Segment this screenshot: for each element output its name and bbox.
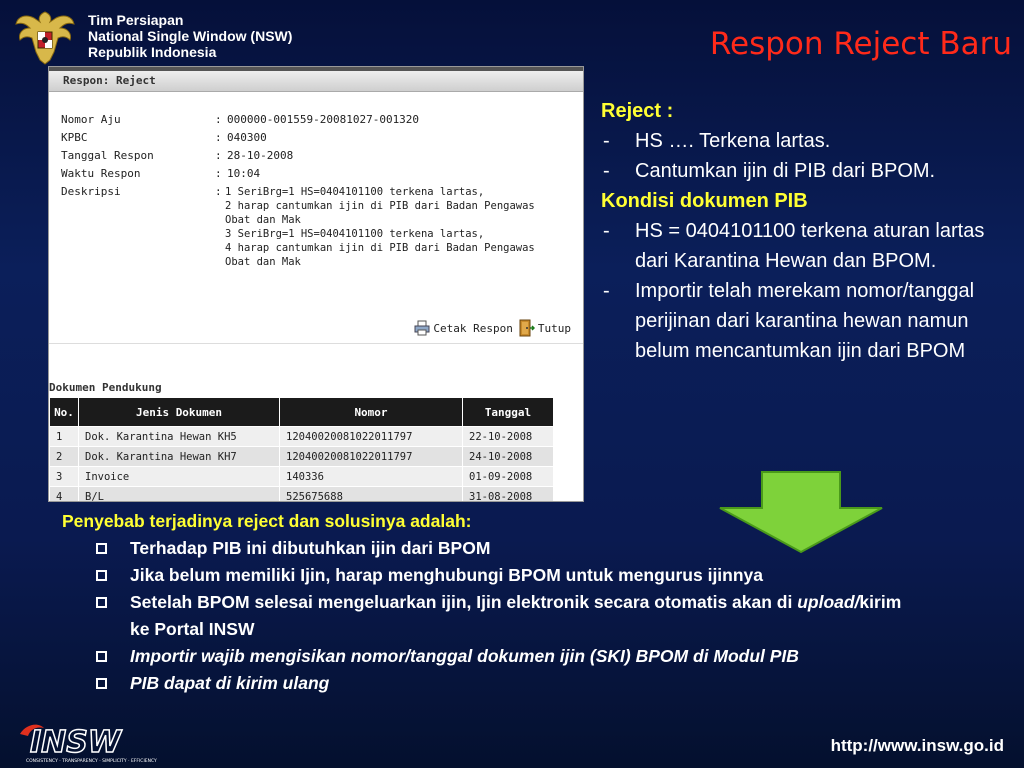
docs-title: Dokumen Pendukung	[49, 381, 162, 394]
field-waktu-respon: Waktu Respon : 10:04	[61, 167, 261, 180]
table-header-row	[50, 398, 554, 427]
table-cell: 01-09-2008	[463, 467, 554, 487]
column-header: Jenis Dokumen	[79, 398, 280, 427]
checkbox-bullet-icon	[96, 570, 107, 581]
table-row	[50, 467, 554, 487]
table-cell: 12040020081022011797	[280, 447, 463, 467]
field-tanggal-respon: Tanggal Respon : 28-10-2008	[61, 149, 294, 162]
table-cell: 24-10-2008	[463, 447, 554, 467]
table-cell: 4	[50, 487, 79, 503]
field-label: Tanggal Respon	[61, 149, 154, 162]
org-line: National Single Window (NSW)	[88, 28, 293, 44]
panel-header	[49, 67, 583, 92]
table-cell: Dok. Karantina Hewan KH5	[79, 427, 280, 447]
field-label: Waktu Respon	[61, 167, 141, 180]
footer-url-link[interactable]: http://www.insw.go.id	[830, 736, 1004, 755]
checkbox-bullet-icon	[96, 678, 107, 689]
table-row	[50, 487, 554, 503]
table-cell: 2	[50, 447, 79, 467]
field-label: Deskripsi	[61, 185, 121, 198]
print-button[interactable]	[414, 320, 512, 336]
description-text	[225, 185, 577, 269]
note-text: Cantumkan ijin di PIB dari BPOM.	[635, 160, 936, 182]
note-text: Importir telah merekam nomor/tanggal perijinan dari karantina hewan namun belum mencantumkan ijin dari BPOM	[635, 280, 975, 362]
description-line: 3 SeriBrg=1 HS=0404101100 terkena lartas,	[225, 228, 485, 240]
field-value: 28-10-2008	[227, 149, 294, 162]
solution-text: PIB dapat di kirim ulang	[130, 673, 330, 693]
kondisi-item: - HS = 0404101100 terkena aturan lartas dari Karantina Hewan dan BPOM.	[603, 220, 985, 272]
panel-header-bar	[49, 67, 583, 71]
table-row	[50, 427, 554, 447]
field-deskripsi: Deskripsi :	[61, 185, 222, 198]
docs-table	[49, 397, 554, 502]
org-name	[88, 12, 292, 60]
column-header: Nomor	[280, 398, 463, 427]
panel-title: Respon: Reject	[63, 74, 156, 87]
field-value: 000000-001559-20081027-001320	[227, 113, 420, 126]
table-cell: Dok. Karantina Hewan KH7	[79, 447, 280, 467]
notes-panel	[601, 96, 1011, 366]
org-line: Tim Persiapan	[88, 12, 184, 28]
table-cell: 3	[50, 467, 79, 487]
checkbox-bullet-icon	[96, 543, 107, 554]
field-label: Nomor Aju	[61, 113, 121, 126]
insw-tagline: CONSISTENCY · TRANSPARENCY · SIMPLICITY · EFFICIENCY	[26, 759, 157, 764]
solution-item	[62, 562, 992, 589]
panel-divider	[49, 343, 583, 344]
description-line: Obat dan Mak	[225, 256, 301, 268]
table-cell: B/L	[79, 487, 280, 503]
table-cell: 1	[50, 427, 79, 447]
checkbox-bullet-icon	[96, 651, 107, 662]
solution-text: Setelah BPOM selesai mengeluarkan ijin, Ijin elektronik secara otomatis akan di	[130, 592, 798, 612]
field-nomor-aju: Nomor Aju : 000000-001559-20081027-001320	[61, 113, 420, 126]
solution-item	[62, 643, 992, 670]
note-text: HS …. Terkena lartas.	[635, 130, 831, 152]
respon-reject-panel	[48, 66, 584, 502]
description-line: 1 SeriBrg=1 HS=0404101100 terkena lartas,	[225, 186, 485, 198]
field-value: 040300	[227, 131, 267, 144]
solution-text-italic: upload/	[797, 592, 860, 612]
table-cell: Invoice	[79, 467, 280, 487]
reject-heading: Reject :	[601, 100, 674, 122]
org-line: Republik Indonesia	[88, 44, 217, 60]
print-label: Cetak Respon	[433, 321, 513, 335]
insw-logo-text: INSW	[30, 725, 121, 760]
table-cell: 525675688	[280, 487, 463, 503]
kondisi-item: - Importir telah merekam nomor/tanggal perijinan dari karantina hewan namun belum mencantumkan ijin dari BPOM	[603, 280, 975, 362]
checkbox-bullet-icon	[96, 597, 107, 608]
note-text: HS = 0404101100 terkena aturan lartas dari Karantina Hewan dan BPOM.	[635, 220, 985, 272]
garuda-emblem-icon	[14, 8, 76, 66]
table-cell: 22-10-2008	[463, 427, 554, 447]
kondisi-heading: Kondisi dokumen PIB	[601, 190, 808, 212]
table-cell: 31-08-2008	[463, 487, 554, 503]
description-line: Obat dan Mak	[225, 214, 301, 226]
solution-text: Jika belum memiliki Ijin, harap menghubungi BPOM untuk mengurus ijinnya	[130, 565, 764, 585]
solution-item	[62, 589, 992, 643]
field-value: 10:04	[227, 167, 261, 180]
solution-heading: Penyebab terjadinya reject dan solusinya adalah:	[62, 511, 472, 531]
solution-text: Terhadap PIB ini dibutuhkan ijin dari BPOM	[130, 538, 491, 558]
field-label: KPBC	[61, 131, 88, 144]
insw-logo	[16, 720, 196, 764]
table-row	[50, 447, 554, 467]
solution-item	[62, 535, 992, 562]
slide-title: Respon Reject Baru	[709, 26, 1012, 62]
panel-actions	[414, 319, 571, 337]
reject-item: - HS …. Terkena lartas.	[603, 130, 831, 152]
table-cell: 12040020081022011797	[280, 427, 463, 447]
table-cell: 140336	[280, 467, 463, 487]
description-line: 4 harap cantumkan ijin di PIB dari Badan Pengawas	[225, 242, 535, 254]
solution-text: kirim ke Portal INSW	[130, 592, 902, 639]
solution-item	[62, 670, 992, 697]
solution-section	[62, 508, 992, 697]
column-header: No.	[50, 398, 79, 427]
description-line: 2 harap cantumkan ijin di PIB dari Badan Pengawas	[225, 200, 535, 212]
door-exit-icon	[519, 319, 535, 337]
printer-icon	[414, 320, 430, 336]
field-kpbc: KPBC : 040300	[61, 131, 267, 144]
reject-item: - Cantumkan ijin di PIB dari BPOM.	[603, 160, 936, 182]
column-header: Tanggal	[463, 398, 554, 427]
close-button[interactable]	[519, 319, 571, 337]
close-label: Tutup	[537, 321, 571, 335]
solution-text: Importir wajib mengisikan nomor/tanggal dokumen ijin (SKI) BPOM di Modul PIB	[130, 646, 799, 666]
